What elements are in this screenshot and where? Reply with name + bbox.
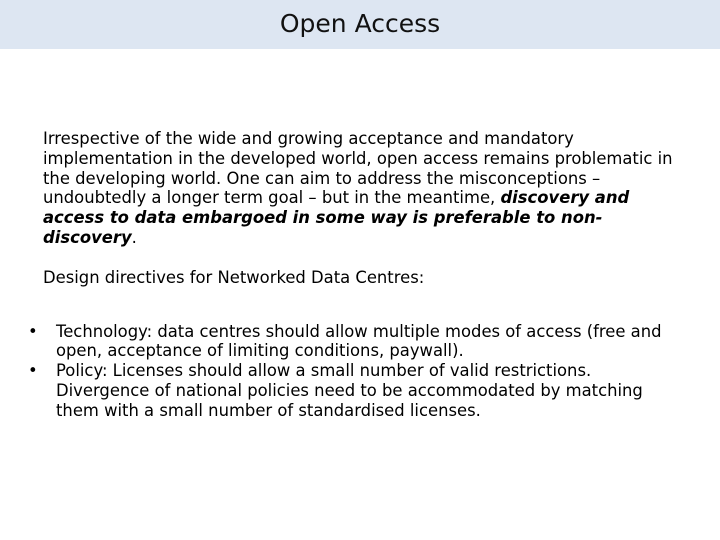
slide-content (28, 129, 683, 421)
intro-text: Irrespective of the wide and growing acceptance and mandatory implementation in the developed world, open access remains problematic in the developing world. One can aim to address the misconceptions – undoubtedly a longer term goal – but in the meantime, (43, 129, 673, 208)
bullet-icon: • (28, 361, 38, 381)
list-item-text: Technology: data centres should allow multiple modes of access (free and open, acceptance of limiting conditions, paywall). (56, 321, 662, 361)
list-item-text: Policy: Licenses should allow a small number of valid restrictions. Divergence of national policies need to be accommodated by matching them with a small number of standardised licenses. (56, 361, 643, 420)
directives-list (28, 321, 683, 421)
slide-title: Open Access (279, 9, 441, 38)
intro-emphasis: discovery and access to data embargoed in some way is preferable to non-discovery (43, 188, 630, 247)
bullet-icon: • (28, 321, 38, 341)
list-item-policy (28, 361, 683, 420)
list-item-technology (28, 322, 683, 362)
intro-paragraph (43, 129, 683, 248)
directives-heading: Design directives for Networked Data Centres: (43, 267, 425, 287)
intro-text-end: . (131, 227, 137, 247)
